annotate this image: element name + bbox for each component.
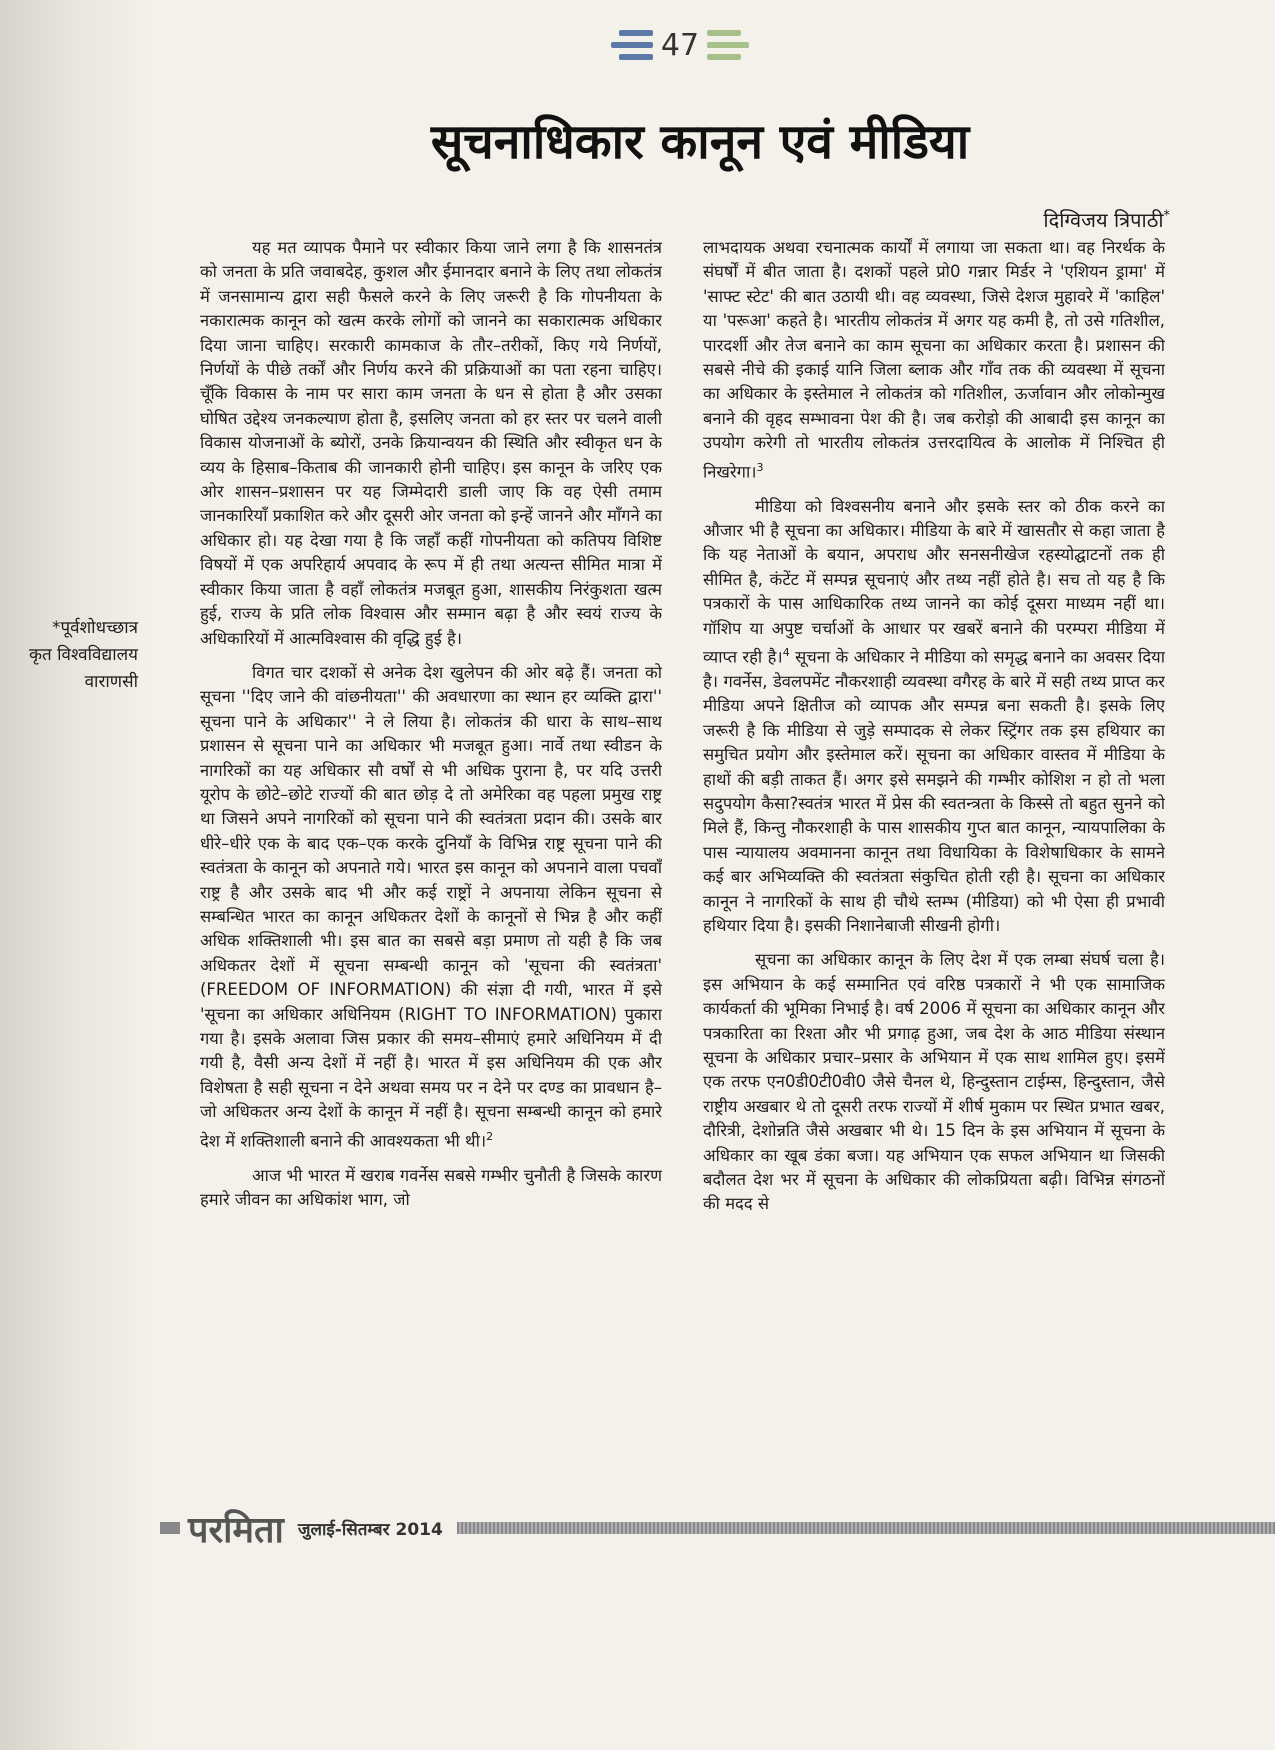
paragraph: सूचना का अधिकार कानून के लिए देश में एक लम्बा संघर्ष चला है। इस अभियान के कई सम्मानित एवं वरिष्ठ पत्रकारों ने भी एक सामाजिक कार्यकर्ता की भूमिका निभाई है। वर्ष 2006 में सूचना का अधिकार कानून और पत्रकारिता का रिश्ता और भी प्रगाढ़ हुआ, जब देश के आठ मीडिया संस्थान सूचना के अधिकार प्रचार–प्रसार के अभियान में एक साथ शामिल हुए। इसमें एक तरफ एन0डी0टी0वी0 जैसे चैनल थे, हिन्दुस्तान टाईम्स, हिन्दुस्तान, जैसे राष्ट्रीय अखबार थे तो दूसरी तरफ राज्यों में शीर्ष मुकाम पर स्थित प्रभात खबर, दौरित्री, देशोन्नति जैसे अखबार भी थे। 15 दिन के इस अभियान में सूचना के अधिकार का खूब डंका बजा। यह अभियान एक सफल अभियान था जिसकी बदौलत देश भर में सूचना के अधिकार की लोकप्रियता बढ़ी। विभिन्न संगठनों की मदद से	[703, 950, 1165, 1214]
paragraph-text: सूचना के अधिकार ने मीडिया को समृद्ध बनाने का अवसर दिया है। गवर्नेस, डेवलपमेंट नौकरशाही व्यवस्था वगैरह के बारे में सही तथ्य प्राप्त कर मीडिया अपने क्षितीज को व्यापक और सम्पन्न बना सकती है। इसके लिए जरूरी है कि मीडिया से जुड़े सम्पादक से लेकर स्ट्रिंगर तक इस हथियार का समुचित प्रयोग और इस्तेमाल करें। सूचना का अधिकार वास्तव में मीडिया के हाथों की बड़ी ताकत हैं। अगर इसे समझने की गम्भीर कोशिश न हो तो भला सदुपयोग कैसा?स्वतंत्र भारत में प्रेस की स्वतन्त्रता के किस्से तो बहुत सुनने को मिले हैं, किन्तु नौकरशाही के पास शासकीय गुप्त बात कानून, न्यायपालिका के पास न्यायालय अवमानना कानून तथा विधायिका के विशेषाधिकार के सामने कई बार अभिव्यक्ति की स्वतंत्रता संकुचित होती रही है। सूचना का अधिकार कानून ने नागरिकों के साथ ही चौथे स्तम्भ (मीडिया) को भी ऐसा ही प्रभावी हथियार दिया है। इसकी निशानेबाजी सीखनी होगी।	[703, 647, 1165, 935]
page-number: 47	[660, 27, 700, 63]
footnote-ref: 4	[782, 646, 790, 659]
page-number-block	[610, 20, 750, 70]
footnote-ref: 3	[756, 460, 764, 474]
binding-shadow	[0, 0, 150, 1750]
author-affiliation	[0, 615, 138, 696]
magazine-name: परमिता	[188, 1508, 284, 1551]
footer-rule-left	[160, 1522, 180, 1534]
author-byline	[870, 206, 1170, 233]
affiliation-line: *पूर्वशोधच्छात्र	[52, 618, 138, 638]
affiliation-line: वाराणसी	[84, 672, 138, 692]
issue-date: जुलाई-सितम्बर 2014	[297, 1519, 443, 1540]
left-column	[200, 236, 662, 1666]
paragraph: आज भी भारत में खराब गवर्नेस सबसे गम्भीर चुनौती है जिसके कारण हमारे जीवन का अधिकांश भाग, जो	[200, 1165, 662, 1209]
author-footnote-marker: *	[1163, 208, 1170, 224]
affiliation-line: कृत विश्वविद्यालय	[28, 645, 138, 665]
article-title: सूचनाधिकार कानून एवं मीडिया	[430, 114, 970, 170]
decorative-bars-left	[611, 30, 653, 60]
author-name: दिग्विजय त्रिपाठी	[1043, 208, 1164, 232]
decorative-bars-right	[707, 30, 749, 60]
paragraph	[200, 661, 662, 1154]
footer-rule	[457, 1522, 1275, 1534]
paragraph-text: मीडिया को विश्वसनीय बनाने और इसके स्तर को ठीक करने का औजार भी है सूचना का अधिकार। मीडिया के बारे में खासतौर से कहा जाता है कि यह नेताओं के बयान, अपराध और सनसनीखेज रहस्योद्घाटनों तक ही सीमित है, कंटेंट में सम्पन्न सूचनाएं और तथ्य नहीं होते है। सच तो यह है कि पत्रकारों के पास आधिकारिक तथ्य जानने का कोई दूसरा माध्यम नहीं था। गॉशिप या अपुष्ट चर्चाओं के आधार पर खबरें बनाने की परम्परा मीडिया में व्याप्त रही है।	[703, 496, 1165, 667]
paragraph: यह मत व्यापक पैमाने पर स्वीकार किया जाने लगा है कि शासनतंत्र को जनता के प्रति जवाबदेह, कुशल और ईमानदार बनाने के लिए तथा लोकतंत्र में जनसामान्य द्वारा सही फैसले करने के लिए जरूरी है कि गोपनीयता के नकारात्मक कानून को खत्म करके लोगों को जानने का सकारात्मक अधिकार दिया जाना चाहिए। सरकारी कामकाज के तौर–तरीकों, किए गये निर्णयों, निर्णयों के पीछे तर्कों और निर्णय करने की प्रक्रियाओं का पता रहना चाहिए। चूँकि विकास के नाम पर सारा काम जनता के धन से होता है और उसका घोषित उद्देश्य जनकल्याण होता है, इसलिए जनता को हर स्तर पर चलने वाली विकास योजनाओं के ब्योरों, उनके क्रियान्वयन की स्थिति और स्वीकृत धन के व्यय के हिसाब–किताब की जानकारी होनी चाहिए। इस कानून के जरिए एक ओर शासन–प्रशासन पर यह जिम्मेदारी डाली जाए कि वह ऐसी तमाम जानकारियाँ प्रकाशित करे और दूसरी ओर जनता को इन्हें जानने और माँगने का अधिकार हो। यह देखा गया है कि जहाँ कहीं गोपनीयता को कतिपय विशिष्ट विषयों में एक अपरिहार्य अपवाद के रूप में ही तथा अत्यन्त सीमित मात्रा में स्वीकार किया जाता है वहाँ लोकतंत्र मजबूत हुआ, शासकीय निरंकुशता खत्म हुई, राज्य के प्रति लोक विश्वास और सम्मान बढ़ा है और स्वयं राज्य के अधिकारियों में आत्मविश्वास की वृद्धि हुई है।	[200, 238, 662, 648]
paragraph-text: विगत चार दशकों से अनेक देश खुलेपन की ओर बढ़े हैं। जनता को सूचना ''दिए जाने की वांछनीयता'' की अवधारणा का स्थान हर व्यक्ति द्वारा'' सूचना पाने के अधिकार'' ने ले लिया है। लोकतंत्र की धारा के साथ–साथ प्रशासन से सूचना पाने का अधिकार भी मजबूत हुआ। नार्वे तथा स्वीडन के नागरिकों का यह अधिकार सौ वर्षों से भी अधिक पुराना है, पर यदि उत्तरी यूरोप के छोटे–छोटे राज्यों की बात छोड़ दे तो अमेरिका वह पहला प्रमुख राष्ट्र था जिसने अपने नागरिकों को सूचना पाने की स्वतंत्रता प्रदान की। उसके बार धीरे–धीरे एक के बाद एक–एक करके दुनियाँ के विभिन्न राष्ट्र सूचना पाने की स्वतंत्रता के कानून को अपनाते गये। भारत इस कानून को अपनाने वाला पचवाँ राष्ट्र है और उसके बाद भी और कई राष्ट्रों ने अपनाया लेकिन सूचना से सम्बन्धित भारत का कानून अधिकतर देशों के कानूनों से भिन्न है और कहीं अधिक शक्तिशाली भी। इस बात का सबसे बड़ा प्रमाण तो यही है कि जब अधिकतर देशों में सूचना सम्बन्धी कानून को 'सूचना की स्वतंत्रता' (FREEDOM OF INFORMATION) की संज्ञा दी गयी, भारत में इसे 'सूचना का अधिकार अधिनियम (RIGHT TO INFORMATION) पुकारा गया है। इसके अलावा जिस प्रकार की समय–सीमाएं हमारे अधिनियम में दी गयी है, वैसी अन्य देशों में नहीं है। भारत में इस अधिनियम की एक और विशेषता है सही सूचना न देने अथवा समय पर न देने पर दण्ड का प्रावधान है– जो अधिकतर अन्य देशों के कानून में नहीं है। सूचना सम्बन्धी कानून को हमारे देश में शक्तिशाली बनाने की आवश्यकता भी थी।	[200, 662, 662, 1151]
paragraph	[703, 495, 1165, 939]
paragraph-text: लाभदायक अथवा रचनात्मक कार्यों में लगाया जा सकता था। वह निरर्थक के संघर्षों में बीत जाता है। दशकों पहले प्रो0 गन्नार मिर्डर ने 'एशियन ड्रामा' में 'साफ्ट स्टेट' की बात उठायी थी। वह व्यवस्था, जिसे देशज मुहावरे में 'काहिल' या 'परूआ' कहते है। भारतीय लोकतंत्र में अगर यह कमी है, तो उसे गतिशील, पारदर्शी और तेज बनाने का काम सूचना का अधिकार करता है। प्रशासन की सबसे नीचे की इकाई यानि जिला ब्लाक और गाँव तक की व्यवस्था में सूचना का अधिकार के इस्तेमाल ने लोकतंत्र को गतिशील, ऊर्जावान और लोकोन्मुख बनाने की वृहद सम्भावना पेश की है। जब करोड़ो की आबादी इस कानून का उपयोग करेगी तो भारतीय लोकतंत्र उत्तरदायित्व के आलोक में निश्चित ही निखरेगा।	[703, 238, 1165, 482]
paragraph	[703, 236, 1165, 485]
page-footer	[160, 1508, 1275, 1551]
footnote-ref: 2	[486, 1129, 494, 1143]
right-column	[703, 236, 1165, 1666]
